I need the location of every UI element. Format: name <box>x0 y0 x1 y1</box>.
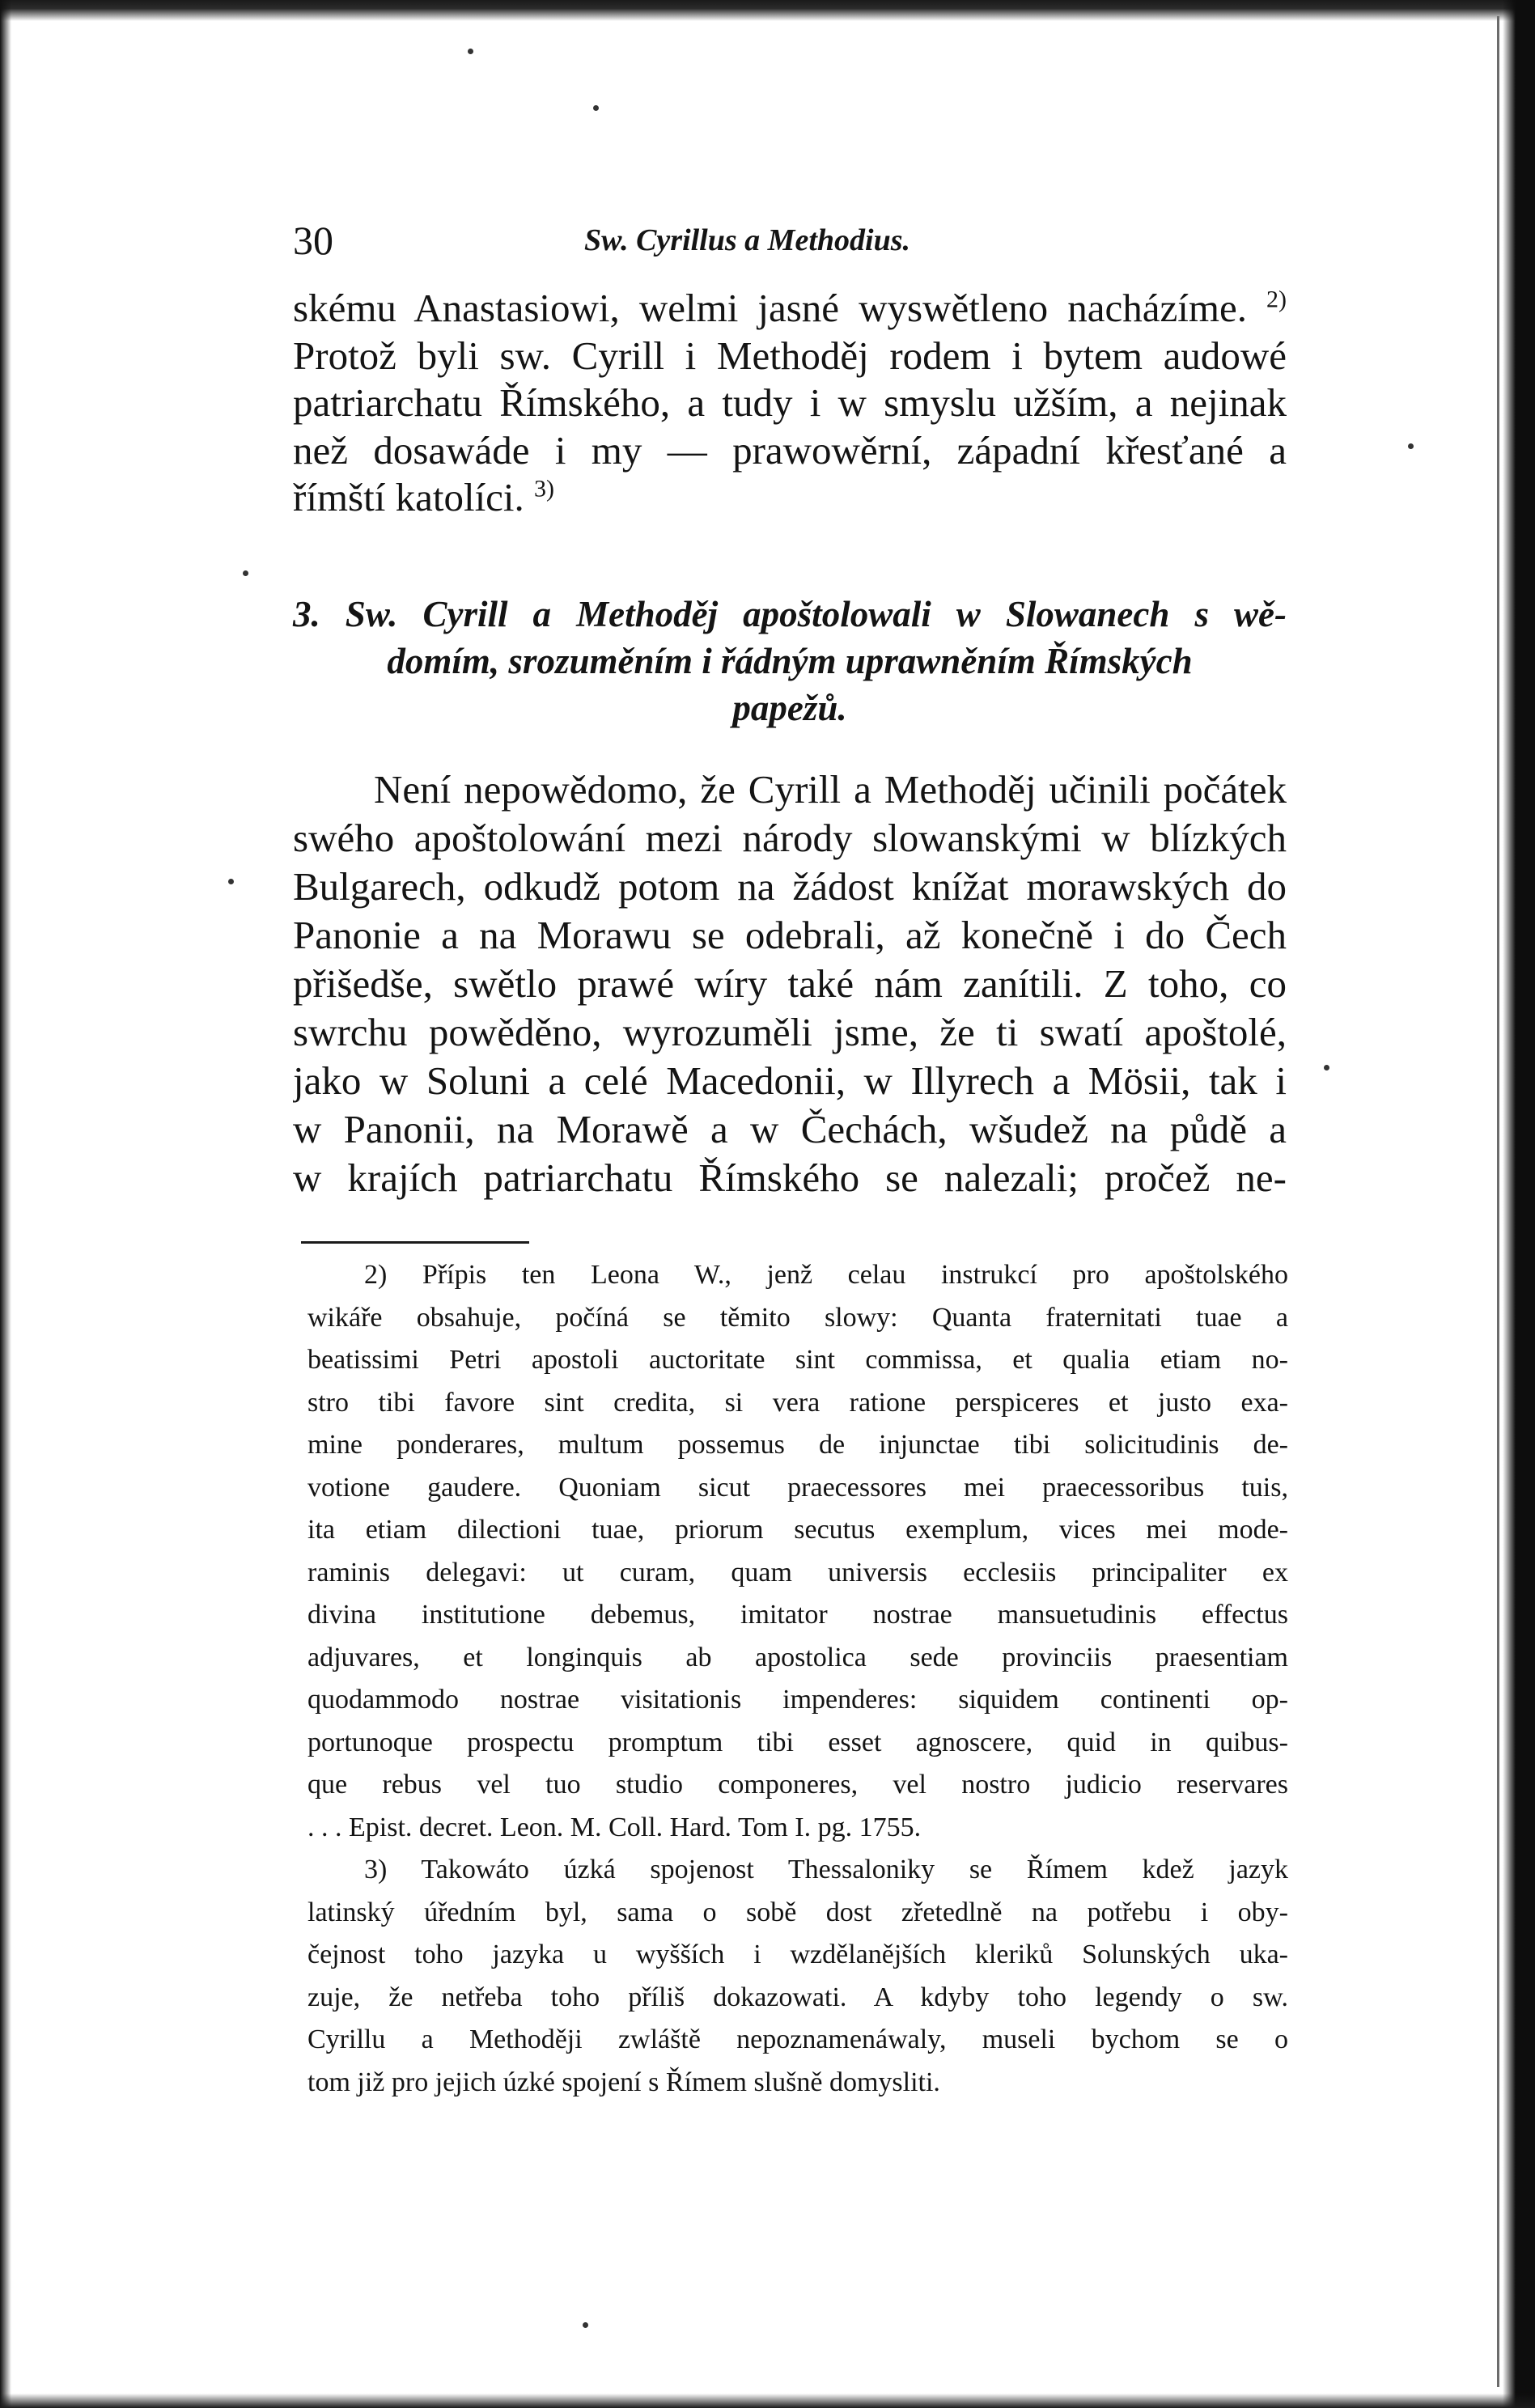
paper-speck <box>593 105 599 111</box>
heading-line: 3. Sw. Cyrill a Methoděj apoštolowali w Slowanech s wě- <box>293 594 1287 634</box>
footnote-line: tom již pro jejich úzké spojení s Římem slušně domysliti. <box>307 2067 940 2097</box>
text-line: w Panonii, na Morawě a w Čechách, wšudež na půdě a <box>293 1107 1287 1151</box>
scan-edge-top <box>0 0 1535 21</box>
running-title: Sw. Cyrillus a Methodius. <box>584 223 910 257</box>
footnotes <box>307 1254 1288 2104</box>
footnote-ref-2: 2) <box>1266 286 1287 313</box>
footnote-line: wikáře obsahuje, počíná se těmito slowy: Quanta fraternitati tuae a <box>307 1302 1288 1333</box>
footnote-line: votione gaudere. Quoniam sicut praecessores mei praecessoribus tuis, <box>307 1472 1288 1503</box>
paper-speck <box>1408 443 1414 449</box>
text-line: římští katolíci. $^{3)}$ <box>293 475 555 519</box>
footnote-line: raminis delegavi: ut curam, quam universis ecclesiis principaliter ex <box>307 1557 1288 1588</box>
footnote-line: portunoque prospectu promptum tibi esset agnoscere, quid in quibus- <box>307 1727 1288 1757</box>
scan-edge-right <box>1503 0 1535 2408</box>
text-line: swého apoštolowání mezi národy slowanskými w blízkých <box>293 816 1287 860</box>
page-number: 30 <box>293 218 333 263</box>
scan-edge-bottom <box>0 2393 1535 2408</box>
footnote-line: 2) Přípis ten Leona W., jenž celau instrukcí pro apoštolského <box>364 1260 1288 1290</box>
text-line: Protož byli sw. Cyrill i Methoděj rodem i bytem audowé <box>293 333 1287 378</box>
scan-edge-left <box>0 0 11 2408</box>
footnote-line: stro tibi favore sint credita, si vera ratione perspiceres et justo exa- <box>307 1387 1288 1418</box>
footnote-line: zuje, že netřeba toho příliš dokazowati. A kdyby toho legendy o sw. <box>307 1982 1288 2012</box>
footnote-line: mine ponderares, multum possemus de injunctae tibi solicitudinis de- <box>307 1430 1288 1460</box>
text-line: než dosawáde i my — prawowěrní, západní křesťané a <box>293 427 1287 473</box>
scan-page-edge <box>1497 16 1499 2387</box>
footnote-line: latinský úředním byl, sama o sobě dost zřetedlně na potřebu i oby- <box>307 1897 1288 1927</box>
heading-line: papežů. <box>732 688 847 728</box>
text-line: w krajích patriarchatu Římského se nalezali; pročež ne- <box>293 1155 1287 1200</box>
paragraph-2 <box>293 765 1287 1202</box>
paper-speck <box>228 879 234 884</box>
text-line: Panonie a na Morawu se odebrali, až konečně i do Čech <box>293 913 1287 957</box>
footnote-line: 3) Takowáto úzká spojenost Thessaloniky se Římem kdež jazyk <box>364 1855 1288 1884</box>
section-heading <box>293 591 1287 731</box>
footnote-line: beatissimi Petri apostoli auctoritate sint commissa, et qualia etiam no- <box>307 1345 1288 1375</box>
text-line: jako w Soluni a celé Macedonii, w Illyrech a Mösii, tak i <box>293 1058 1287 1103</box>
paper-speck <box>1324 1065 1329 1070</box>
footnote-line: divina institutione debemus, imitator nostrae mansuetudinis effectus <box>307 1600 1288 1630</box>
footnote-line: quodammodo nostrae visitationis impenderes: siquidem continenti op- <box>307 1685 1288 1715</box>
footnote-2 <box>307 1254 1288 1849</box>
text-line: skému Anastasiowi, welmi jasné wyswětleno nacházíme. $^{2)}$ <box>293 286 1287 330</box>
footnote-line: Cyrillu a Methoději zwláště nepoznamenáwaly, museli bychom se o <box>307 2024 1288 2054</box>
footnote-divider <box>301 1241 529 1244</box>
footnote-line: ita etiam dilectioni tuae, priorum secutus exemplum, vices mei mode- <box>307 1515 1288 1545</box>
footnote-ref-3: 3) <box>534 475 555 502</box>
page-header <box>293 212 1296 269</box>
heading-line: domím, srozuměním i řádným uprawněním Římských <box>387 641 1193 681</box>
paper-speck <box>243 570 248 576</box>
paper-speck <box>583 2322 588 2328</box>
footnote-line: que rebus vel tuo studio componeres, vel nostro judicio reservares <box>307 1770 1288 1800</box>
text-line: swrchu powěděno, wyrozuměli jsme, že ti swatí apoštolé, <box>293 1010 1287 1054</box>
paragraph-1 <box>293 285 1287 522</box>
footnote-line: . . . Epist. decret. Leon. M. Coll. Hard. Tom I. pg. 1755. <box>307 1812 922 1842</box>
footnote-line: adjuvares, et longinquis ab apostolica sede provinciis praesentiam <box>307 1642 1288 1672</box>
footnote-line: čejnost toho jazyka u wyšších i wzdělanějších kleriků Solunských uka- <box>307 1940 1288 1969</box>
text-line: Není nepowědomo, že Cyrill a Methoděj učinili počátek <box>374 767 1287 812</box>
text-line: přišedše, swětlo prawé wíry také nám zanítili. Z toho, co <box>293 961 1287 1006</box>
footnote-3 <box>307 1849 1288 2104</box>
text-line: patriarchatu Římského, a tudy i w smyslu užším, a nejinak <box>293 380 1287 425</box>
text-line: Bulgarech, odkudž potom na žádost knížat morawských do <box>293 864 1287 909</box>
paper-speck <box>468 49 473 54</box>
